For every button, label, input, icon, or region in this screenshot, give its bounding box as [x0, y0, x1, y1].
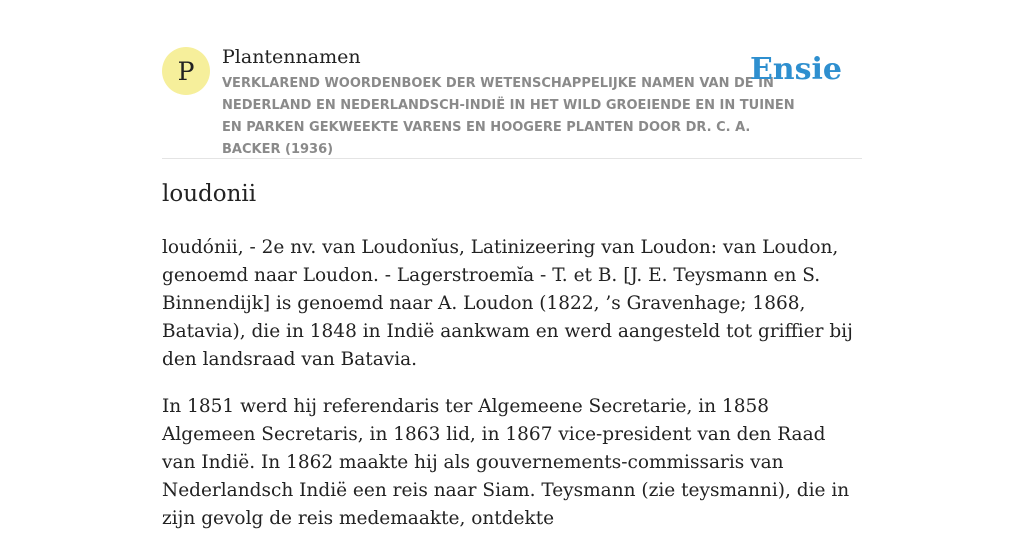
book-header: [162, 0, 862, 159]
entry-title: loudonii: [162, 181, 257, 207]
page-container: [162, 0, 862, 529]
book-avatar[interactable]: [162, 47, 210, 95]
book-subtitle: VERKLAREND WOORDENBOEK DER WETENSCHAPPELIJKE NAMEN VAN DE IN NEDERLAND EN NEDERLANDSCH-INDIË IN HET WILD GROEIENDE EN IN TUINEN EN PARKEN GEKWEEKTE VARENS EN HOOGERE PLANTEN DOOR DR. C. A. BACKER (1936): [222, 76, 795, 157]
book-title-link[interactable]: Plantennamen: [222, 46, 361, 68]
entry-paragraph-1: loudónii, - 2e nv. van Loudonĭus, Latinizeering van Loudon: van Loudon, genoemd naar Loudon. - Lagerstroemĭa - T. et B. [J. E. Teysmann en S. Binnendijk] is genoemd naar A. Loudon (1822, ’s Gravenhage; 1868, Batavia), die in 1848 in Indië aankwam en werd aangesteld tot griffier bij den landsraad van Batavia.: [162, 237, 853, 370]
entry-paragraph-2: In 1851 werd hij referendaris ter Algemeene Secretarie, in 1858 Algemeen Secretaris, in 1863 lid, in 1867 vice-president van den Raad van Indië. In 1862 maakte hij als gouvernements-commissaris van Nederlandsch Indië een reis naar Siam. Teysmann (zie teysmanni), die in zijn gevolg de reis medemaakte, ontdekte: [162, 396, 850, 529]
ensie-logo[interactable]: Ensie: [749, 52, 842, 87]
book-avatar-letter: P: [177, 56, 195, 86]
